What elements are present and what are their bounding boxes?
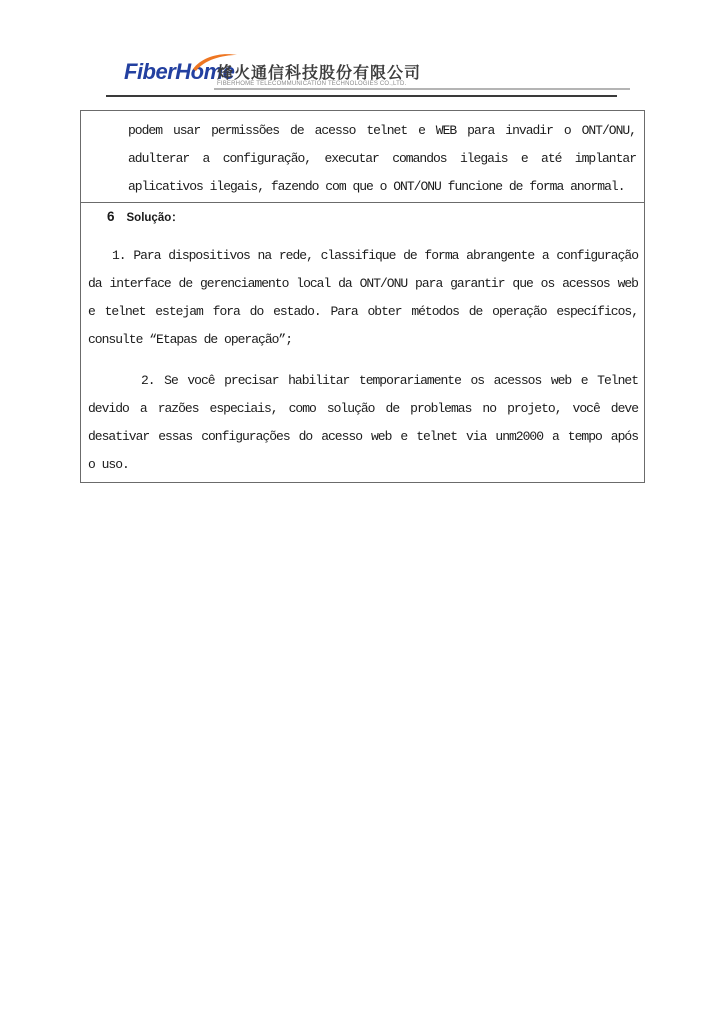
intro-line: aplicativos ilegais, fazendo com que o ONT/ONU funcione de forma anormal. xyxy=(128,179,625,194)
paragraph-line: 1. Para dispositivos na rede, classifique de forma abrangente a configuração xyxy=(112,248,638,263)
intro-line: podem usar permissões de acesso telnet e WEB para invadir o ONT/ONU, xyxy=(128,123,636,138)
fiberhome-logo-wordmark: FiberHome xyxy=(124,59,235,84)
section-title: Solução： xyxy=(126,212,183,224)
solution-section xyxy=(81,203,644,479)
solution-paragraph-1 xyxy=(81,242,644,354)
intro-line: adulterar a configuração, executar comandos ilegais e até implantar xyxy=(128,151,636,166)
document-table xyxy=(80,110,645,483)
paragraph-line: o uso. xyxy=(88,457,129,472)
solution-paragraph-2 xyxy=(81,367,644,479)
company-name-cn: 烽火通信科技股份有限公司 xyxy=(217,63,422,82)
paragraph-line: da interface de gerenciamento local da ONT/ONU para garantir que os acessos web xyxy=(88,276,638,291)
section-number: 6 xyxy=(107,209,115,224)
paragraph-line: e telnet estejam fora do estado. Para obter métodos de operação específicos, xyxy=(88,304,638,319)
logo-underline xyxy=(214,88,630,90)
paragraph-line: consulte “Etapas de operação”; xyxy=(88,332,293,347)
paragraph-line: desativar essas configurações do acesso web e telnet via unm2000 a tempo após xyxy=(88,429,638,444)
section-heading xyxy=(81,203,644,242)
intro-paragraph xyxy=(81,111,644,201)
company-name-en: FIBERHOME TELECOMMUNICATION TECHNOLOGIES CO.,LTD. xyxy=(217,81,407,87)
paragraph-line: devido a razões especiais, como solução de problemas no projeto, você deve xyxy=(88,401,638,416)
header-rule xyxy=(106,95,617,97)
paragraph-line: 2. Se você precisar habilitar temporariamente os acessos web e Telnet xyxy=(141,373,638,388)
